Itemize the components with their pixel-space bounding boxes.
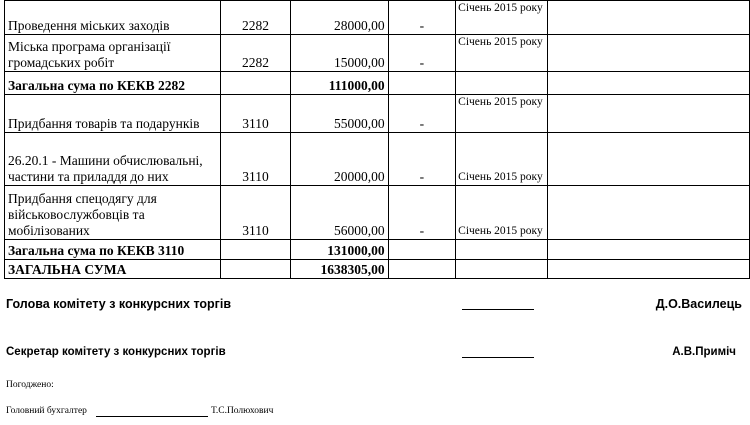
empty-cell (456, 240, 548, 260)
item-name: Придбання спецодягу для військовослужбовців та мобілізованих (5, 186, 221, 240)
date: Січень 2015 року (456, 1, 548, 35)
subtotal-label: Загальна сума по КЕКВ 3110 (5, 240, 221, 260)
date: Січень 2015 року (456, 186, 548, 240)
accountant-title: Головний бухгалтер (6, 406, 87, 416)
date: Січень 2015 року (456, 95, 548, 133)
empty-cell (547, 260, 749, 279)
dash: - (388, 35, 456, 72)
accountant-name: Т.С.Полюхович (211, 406, 274, 416)
amount: 28000,00 (290, 1, 388, 35)
grand-total-amount: 1638305,00 (290, 260, 388, 279)
amount: 55000,00 (290, 95, 388, 133)
subtotal-label: Загальна сума по КЕКВ 2282 (5, 72, 221, 95)
grand-total-row (5, 260, 750, 279)
amount: 56000,00 (290, 186, 388, 240)
empty-cell (547, 72, 749, 95)
table-row (5, 35, 750, 72)
item-name: 26.20.1 - Машини обчислювальні, частини та приладдя до них (5, 133, 221, 186)
empty-cell (388, 260, 456, 279)
dash: - (388, 95, 456, 133)
item-name: Проведення міських заходів (5, 1, 221, 35)
empty-cell (221, 72, 291, 95)
empty-cell (547, 1, 749, 35)
dash: - (388, 133, 456, 186)
subtotal-row (5, 72, 750, 95)
amount: 20000,00 (290, 133, 388, 186)
accountant-signature-line (96, 416, 208, 417)
empty-cell (221, 260, 291, 279)
empty-cell (388, 72, 456, 95)
empty-cell (547, 240, 749, 260)
chair-signature-line (462, 309, 534, 310)
secretary-name: А.В.Приміч (672, 346, 736, 358)
empty-cell (456, 72, 548, 95)
kekv-code: 3110 (221, 186, 291, 240)
date: Січень 2015 року (456, 133, 548, 186)
empty-cell (388, 240, 456, 260)
subtotal-amount: 131000,00 (290, 240, 388, 260)
table-row (5, 186, 750, 240)
table-row (5, 95, 750, 133)
kekv-code: 3110 (221, 133, 291, 186)
procurement-plan-table (4, 0, 750, 279)
empty-cell (547, 186, 749, 240)
empty-cell (547, 35, 749, 72)
table-row (5, 1, 750, 35)
kekv-code: 2282 (221, 35, 291, 72)
subtotal-row (5, 240, 750, 260)
subtotal-amount: 111000,00 (290, 72, 388, 95)
agreed-label: Погоджено: (6, 380, 54, 390)
kekv-code: 2282 (221, 1, 291, 35)
item-name: Міська програма організації громадських робіт (5, 35, 221, 72)
empty-cell (547, 95, 749, 133)
secretary-signature-line (462, 357, 534, 358)
secretary-title: Секретар комітету з конкурсних торгів (6, 346, 226, 358)
item-name: Придбання товарів та подарунків (5, 95, 221, 133)
kekv-code: 3110 (221, 95, 291, 133)
dash: - (388, 1, 456, 35)
empty-cell (456, 260, 548, 279)
grand-total-label: ЗАГАЛЬНА СУМА (5, 260, 221, 279)
chair-title: Голова комітету з конкурсних торгів (6, 297, 232, 311)
empty-cell (547, 133, 749, 186)
dash: - (388, 186, 456, 240)
empty-cell (221, 240, 291, 260)
chair-name: Д.О.Василець (655, 297, 742, 311)
date: Січень 2015 року (456, 35, 548, 72)
amount: 15000,00 (290, 35, 388, 72)
table-row (5, 133, 750, 186)
